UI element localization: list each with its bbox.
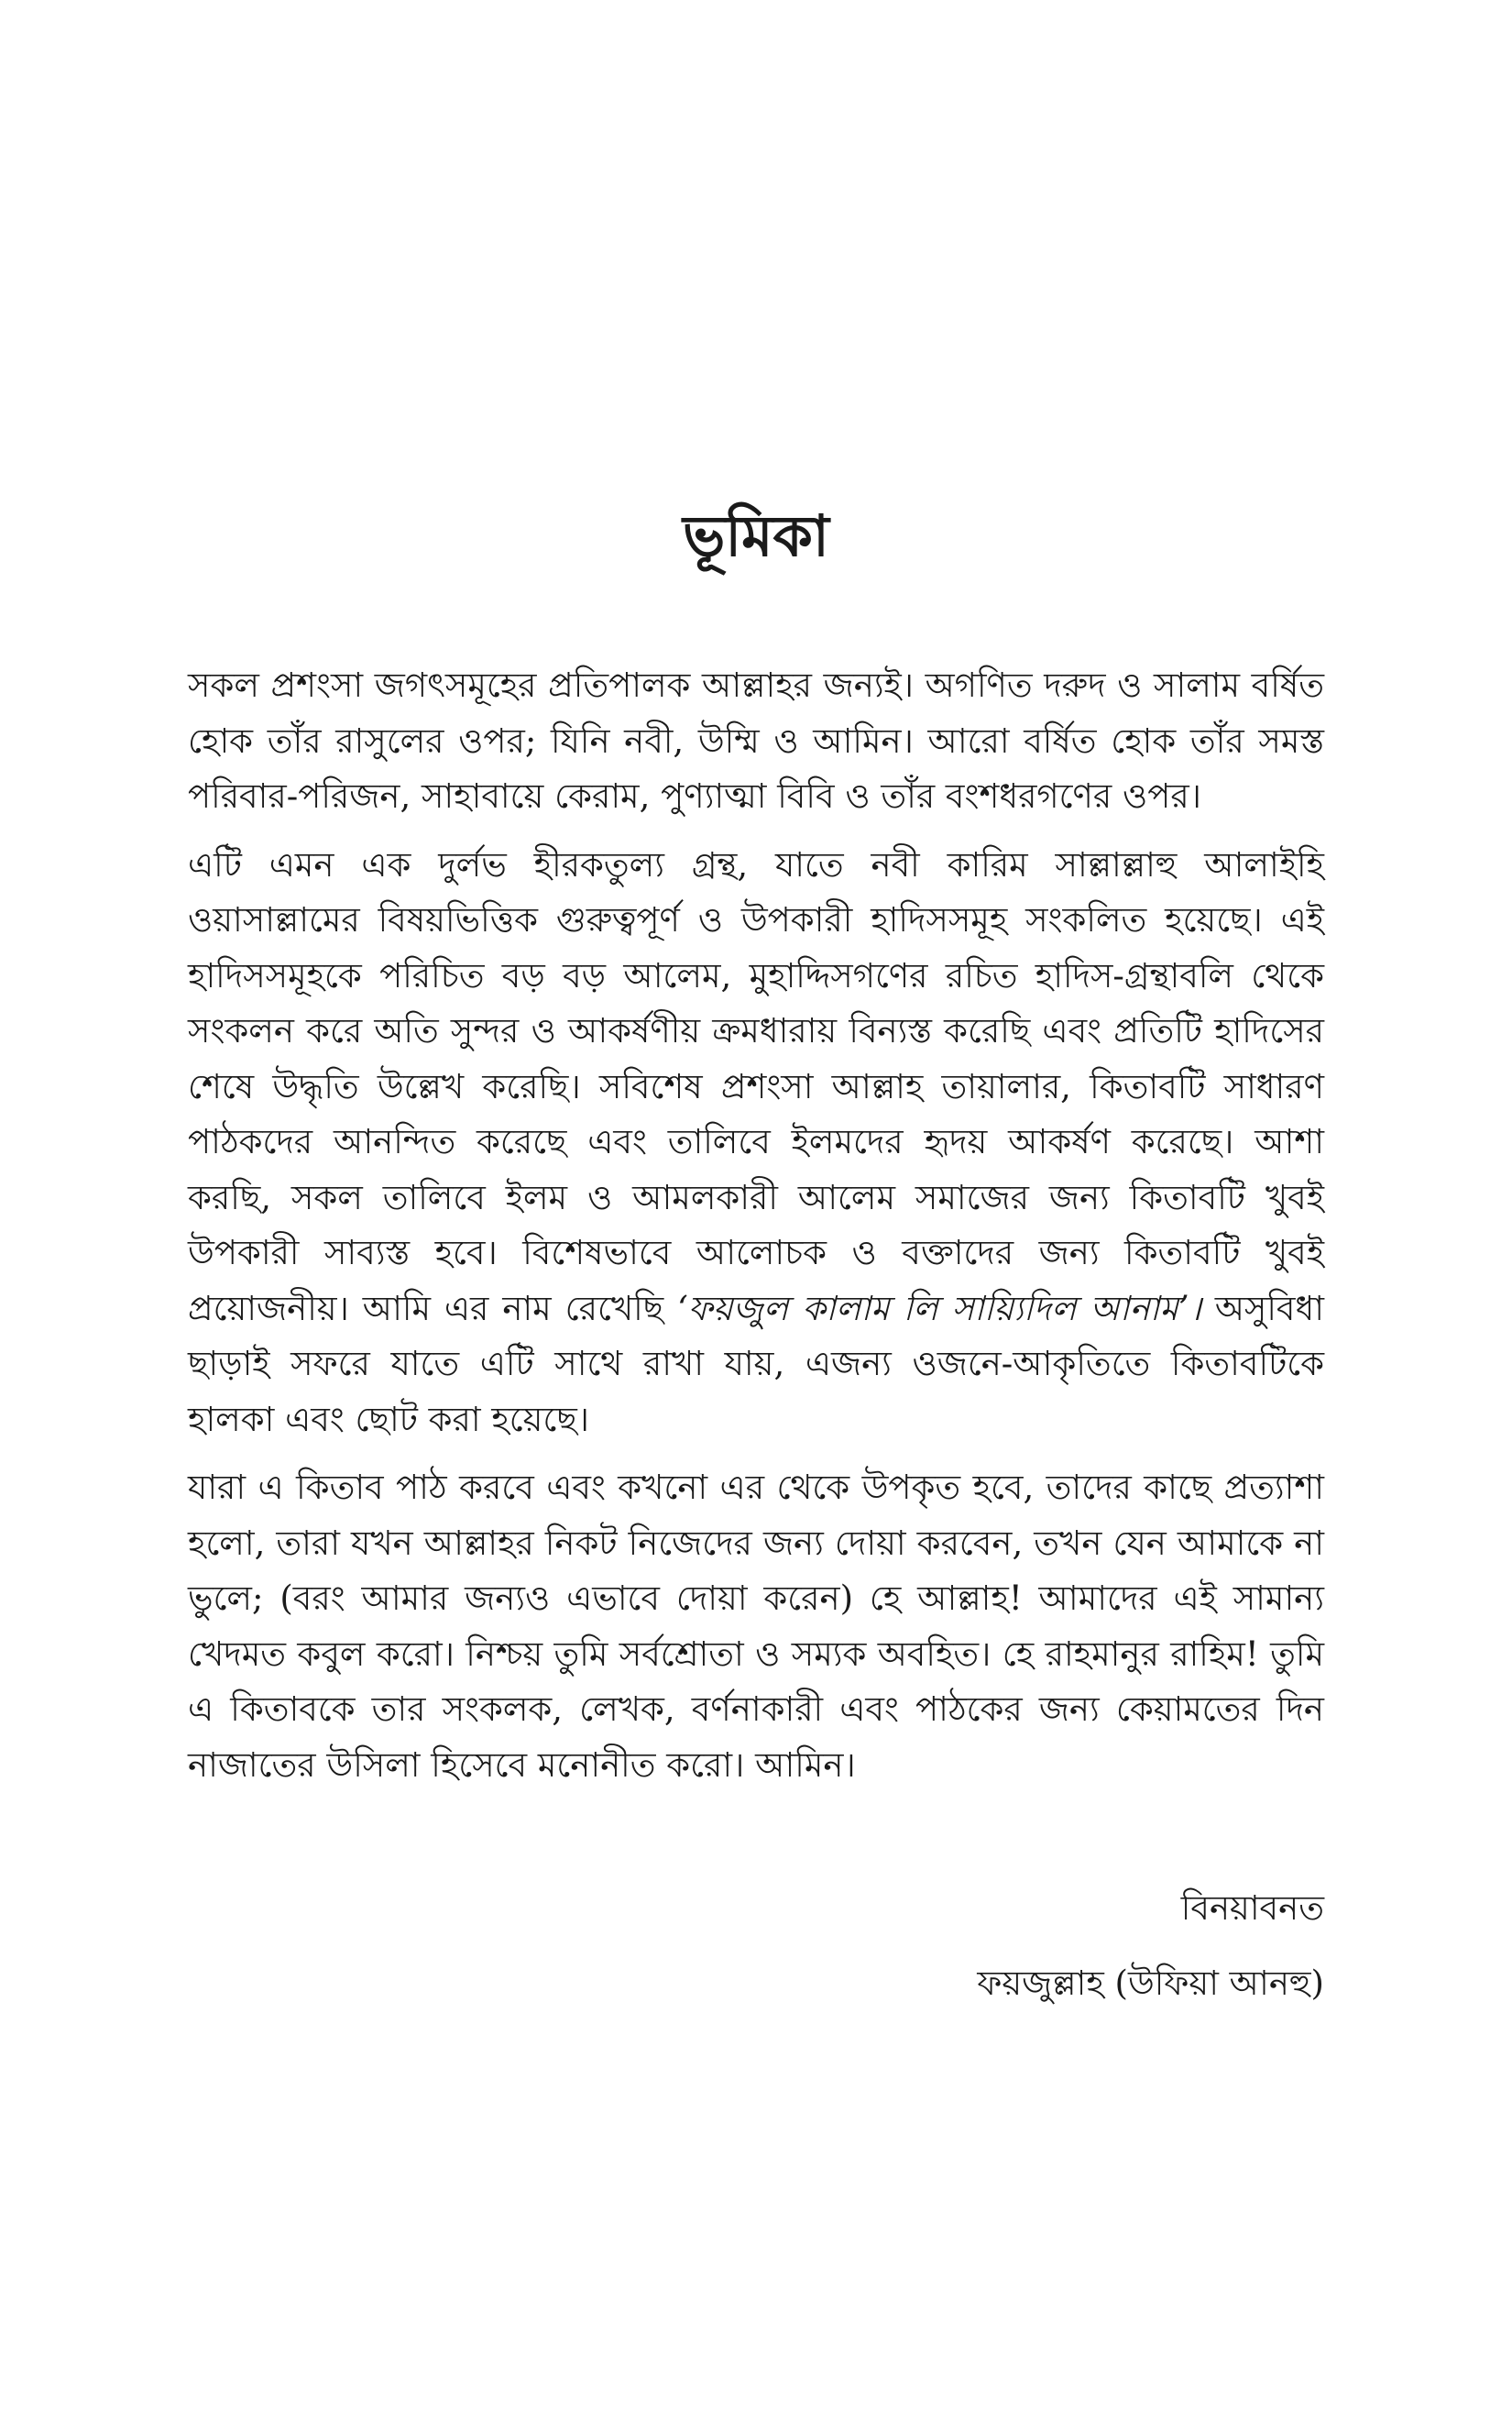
signoff-author: ফয়জুল্লাহ (উফিয়া আনহু) [977, 1964, 1324, 2003]
paragraph-about-book [188, 838, 1324, 1448]
paragraph-prayer: যারা এ কিতাব পাঠ করবে এবং কখনো এর থেকে উপকৃত হবে, তাদের কাছে প্রত্যাশা হলো, তারা যখন আল্লাহর নিকট নিজেদের জন্য দোয়া করবেন, তখন যেন আমাকে না ভুলে; (বরং আমার জন্যও এভাবে দোয়া করেন) হে আল্লাহ! আমাদের এই সামান্য খেদমত কবুল করো। নিশ্চয় তুমি সর্বশ্রোতা ও সম্যক অবহিত। হে রাহমানুর রাহিম! তুমি এ কিতাবকে তার সংকলক, লেখক, বর্ণনাকারী এবং পাঠকের জন্য কেয়ামতের দিন নাজাতের উসিলা হিসেবে মনোনীত করো। আমিন। [188, 1468, 1324, 1785]
book-name: ‘ফয়জুল কালাম লি সায়্যিদিল আনাম’। [677, 1288, 1201, 1328]
preface-body [188, 658, 1324, 1806]
book-page [188, 0, 1324, 2420]
paragraph-about-book-text-after: অসুবিধা ছাড়াই সফরে যাতে এটি সাথে রাখা যায়, এজন্য ওজনে-আকৃতিতে কিতাবটিকে হালকা এবং ছোট করা হয়েছে। [188, 1288, 1324, 1439]
page-title: ভূমিকা [683, 502, 829, 569]
paragraph-praise: সকল প্রশংসা জগৎসমূহের প্রতিপালক আল্লাহর জন্যই। অগণিত দরুদ ও সালাম বর্ষিত হোক তাঁর রাসুলের ওপর; যিনি নবী, উম্মি ও আমিন। আরো বর্ষিত হোক তাঁর সমস্ত পরিবার-পরিজন, সাহাবায়ে কেরাম, পুণ্যাত্মা বিবি ও তাঁর বংশধরগণের ওপর। [188, 666, 1324, 816]
signoff-closing: বিনয়াবনত [1180, 1888, 1324, 1928]
paragraph-about-book-text-before: এটি এমন এক দুর্লভ হীরকতুল্য গ্রন্থ, যাতে নবী কারিম সাল্লাল্লাহু আলাইহি ওয়াসাল্লামের বিষয়ভিত্তিক গুরুত্বপূর্ণ ও উপকারী হাদিসসমূহ সংকলিত হয়েছে। এই হাদিসসমূহকে পরিচিত বড় বড় আলেম, মুহাদ্দিসগণের রচিত হাদিস-গ্রন্থাবলি থেকে সংকলন করে অতি সুন্দর ও আকর্ষণীয় ক্রমধারায় বিন্যস্ত করেছি এবং প্রতিটি হাদিসের শেষে উদ্ধৃতি উল্লেখ করেছি। সবিশেষ প্রশংসা আল্লাহ তায়ালার, কিতাবটি সাধারণ পাঠকদের আনন্দিত করেছে এবং তালিবে ইলমদের হৃদয় আকর্ষণ করেছে। আশা করছি, সকল তালিবে ইলম ও আমলকারী আলেম সমাজের জন্য কিতাবটি খুবই উপকারী সাব্যস্ত হবে। বিশেষভাবে আলোচক ও বক্তাদের জন্য কিতাবটি খুবই প্রয়োজনীয়। আমি এর নাম রেখেছি [188, 844, 1324, 1328]
